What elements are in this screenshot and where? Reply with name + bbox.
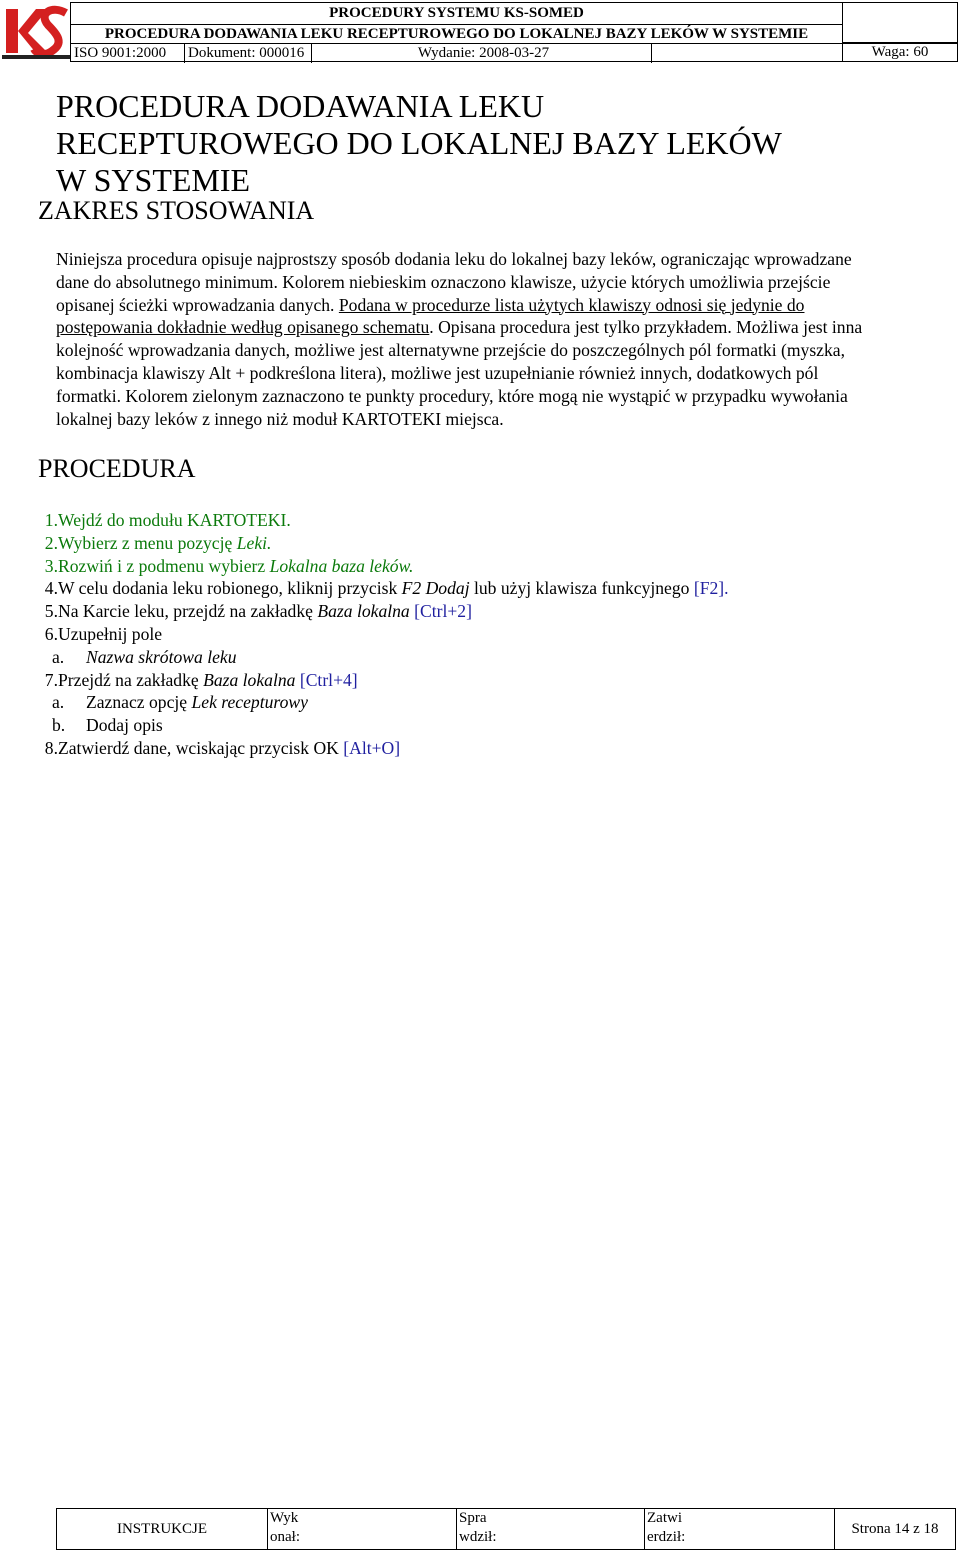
step-text: Uzupełnij pole — [58, 623, 163, 644]
key-shortcut: [F2]. — [693, 578, 729, 599]
footer-approved-by: Zatwi erdził: — [645, 1509, 835, 1549]
substep-text: Nazwa skrótowa leku — [86, 646, 237, 667]
document-footer — [56, 1508, 956, 1550]
scope-text-underlined: Podana w procedurze lista użytych klawiszy odnosi się jedynie do postępowania dokładnie według opisanego schematu — [56, 294, 805, 338]
substep-letter: a. — [52, 646, 65, 667]
step-6a — [38, 646, 898, 669]
footer-made-by: Wyk onał: — [268, 1509, 457, 1549]
step-3 — [38, 555, 898, 578]
page-title-line: W SYSTEMIE — [56, 162, 251, 198]
section-heading-scope: ZAKRES STOSOWANIA — [38, 196, 315, 225]
substep-text: Dodaj opis — [86, 715, 163, 736]
step-7b — [38, 714, 898, 737]
page-title-line: PROCEDURA DODAWANIA LEKU — [56, 88, 545, 124]
step-number: 7. — [44, 669, 58, 690]
page-title — [56, 88, 856, 199]
step-6 — [38, 623, 898, 646]
step-number: 3. — [44, 555, 58, 576]
header-weight: Waga: 60 — [843, 42, 958, 62]
step-7a — [38, 691, 898, 714]
key-shortcut: [Ctrl+4] — [295, 669, 358, 690]
header-empty-cell — [843, 2, 958, 44]
procedure-steps — [38, 509, 898, 760]
key-shortcut: [Ctrl+2] — [409, 601, 472, 622]
step-number: 2. — [44, 532, 58, 553]
footer-page-number: Strona 14 z 18 — [851, 1521, 939, 1537]
step-number: 1. — [44, 510, 58, 530]
step-number: 5. — [44, 601, 58, 622]
step-5 — [38, 600, 898, 623]
substep-text: Zaznacz opcję Lek recepturowy — [86, 692, 308, 713]
header-meta-row — [71, 43, 842, 64]
step-7 — [38, 669, 898, 692]
section-heading-procedure: PROCEDURA — [38, 454, 196, 483]
header-system-title: PROCEDURY SYSTEMU KS-SOMED — [329, 5, 584, 21]
substep-letter: a. — [52, 692, 65, 713]
scope-text: Możliwa jest inna kolejność wprowadzania danych, możliwe jest alternatywne przejście do poszczególnych pól formatki (myszka, kombinacja klawiszy Alt + podkreślona litera), możliwe jest uzupełnianie również innych, dodatkowych pól formatki. Kolorem zielonym zaznaczono te punkty procedury, które mogą nie wystąpić w przypadku wywołania lokalnej bazy leków z innego niż moduł KARTOTEKI miejsca. — [56, 317, 863, 429]
footer-category: INSTRUKCJE — [57, 1509, 268, 1549]
step-text: Wybierz z menu pozycję Leki. — [58, 532, 272, 553]
step-number: 4. — [44, 578, 58, 599]
step-number: 8. — [44, 737, 58, 758]
scope-paragraph — [56, 248, 886, 430]
step-text: Przejdź na zakładkę Baza lokalna [Ctrl+4] — [58, 669, 358, 690]
step-text: Na Karcie leku, przejdź na zakładkę Baza lokalna [Ctrl+2] — [58, 601, 472, 622]
substep-letter: b. — [52, 715, 66, 736]
step-text: Rozwiń i z podmenu wybierz Lokalna baza leków. — [58, 555, 414, 576]
key-shortcut: [Alt+O] — [343, 737, 401, 758]
step-1 — [38, 509, 898, 532]
step-8 — [38, 737, 898, 760]
header-document-number: Dokument: 000016 — [185, 44, 312, 63]
step-text: Zatwierdź dane, wciskając przycisk OK [Alt+O] — [58, 737, 401, 758]
scope-text: . Opisana procedura jest tylko przykładem. — [429, 317, 737, 338]
document-header — [0, 0, 960, 64]
footer-checked-by: Spra wdził: — [457, 1509, 645, 1549]
header-procedure-title: PROCEDURA DODAWANIA LEKU RECEPTUROWEGO DO LOKALNEJ BAZY LEKÓW W SYSTEMIE — [71, 24, 842, 44]
ks-somed-logo — [2, 3, 70, 61]
step-text: W celu dodania leku robionego, kliknij przycisk F2 Dodaj lub użyj klawisza funkcyjnego [F2]. — [58, 578, 729, 599]
step-text: Wejdź do modułu KARTOTEKI. — [58, 510, 291, 530]
step-number: 6. — [44, 623, 58, 644]
step-2 — [38, 532, 898, 555]
header-table — [70, 2, 843, 62]
page-title-line: RECEPTUROWEGO DO LOKALNEJ BAZY LEKÓW — [56, 125, 782, 161]
header-iso: ISO 9001:2000 — [71, 44, 185, 63]
scope-text: Niniejsza procedura opisuje najprostszy sposób dodania leku do lokalnej bazy leków, ograniczając wprowadzane dane do absolutnego minimum. Kolorem niebieskim oznaczono klawisze, użycie których umożliwia przejście opisanej ścieżki wprowadzania danych. — [56, 249, 852, 315]
step-4 — [38, 577, 898, 600]
header-edition-date: Wydanie: 2008-03-27 — [316, 44, 652, 63]
